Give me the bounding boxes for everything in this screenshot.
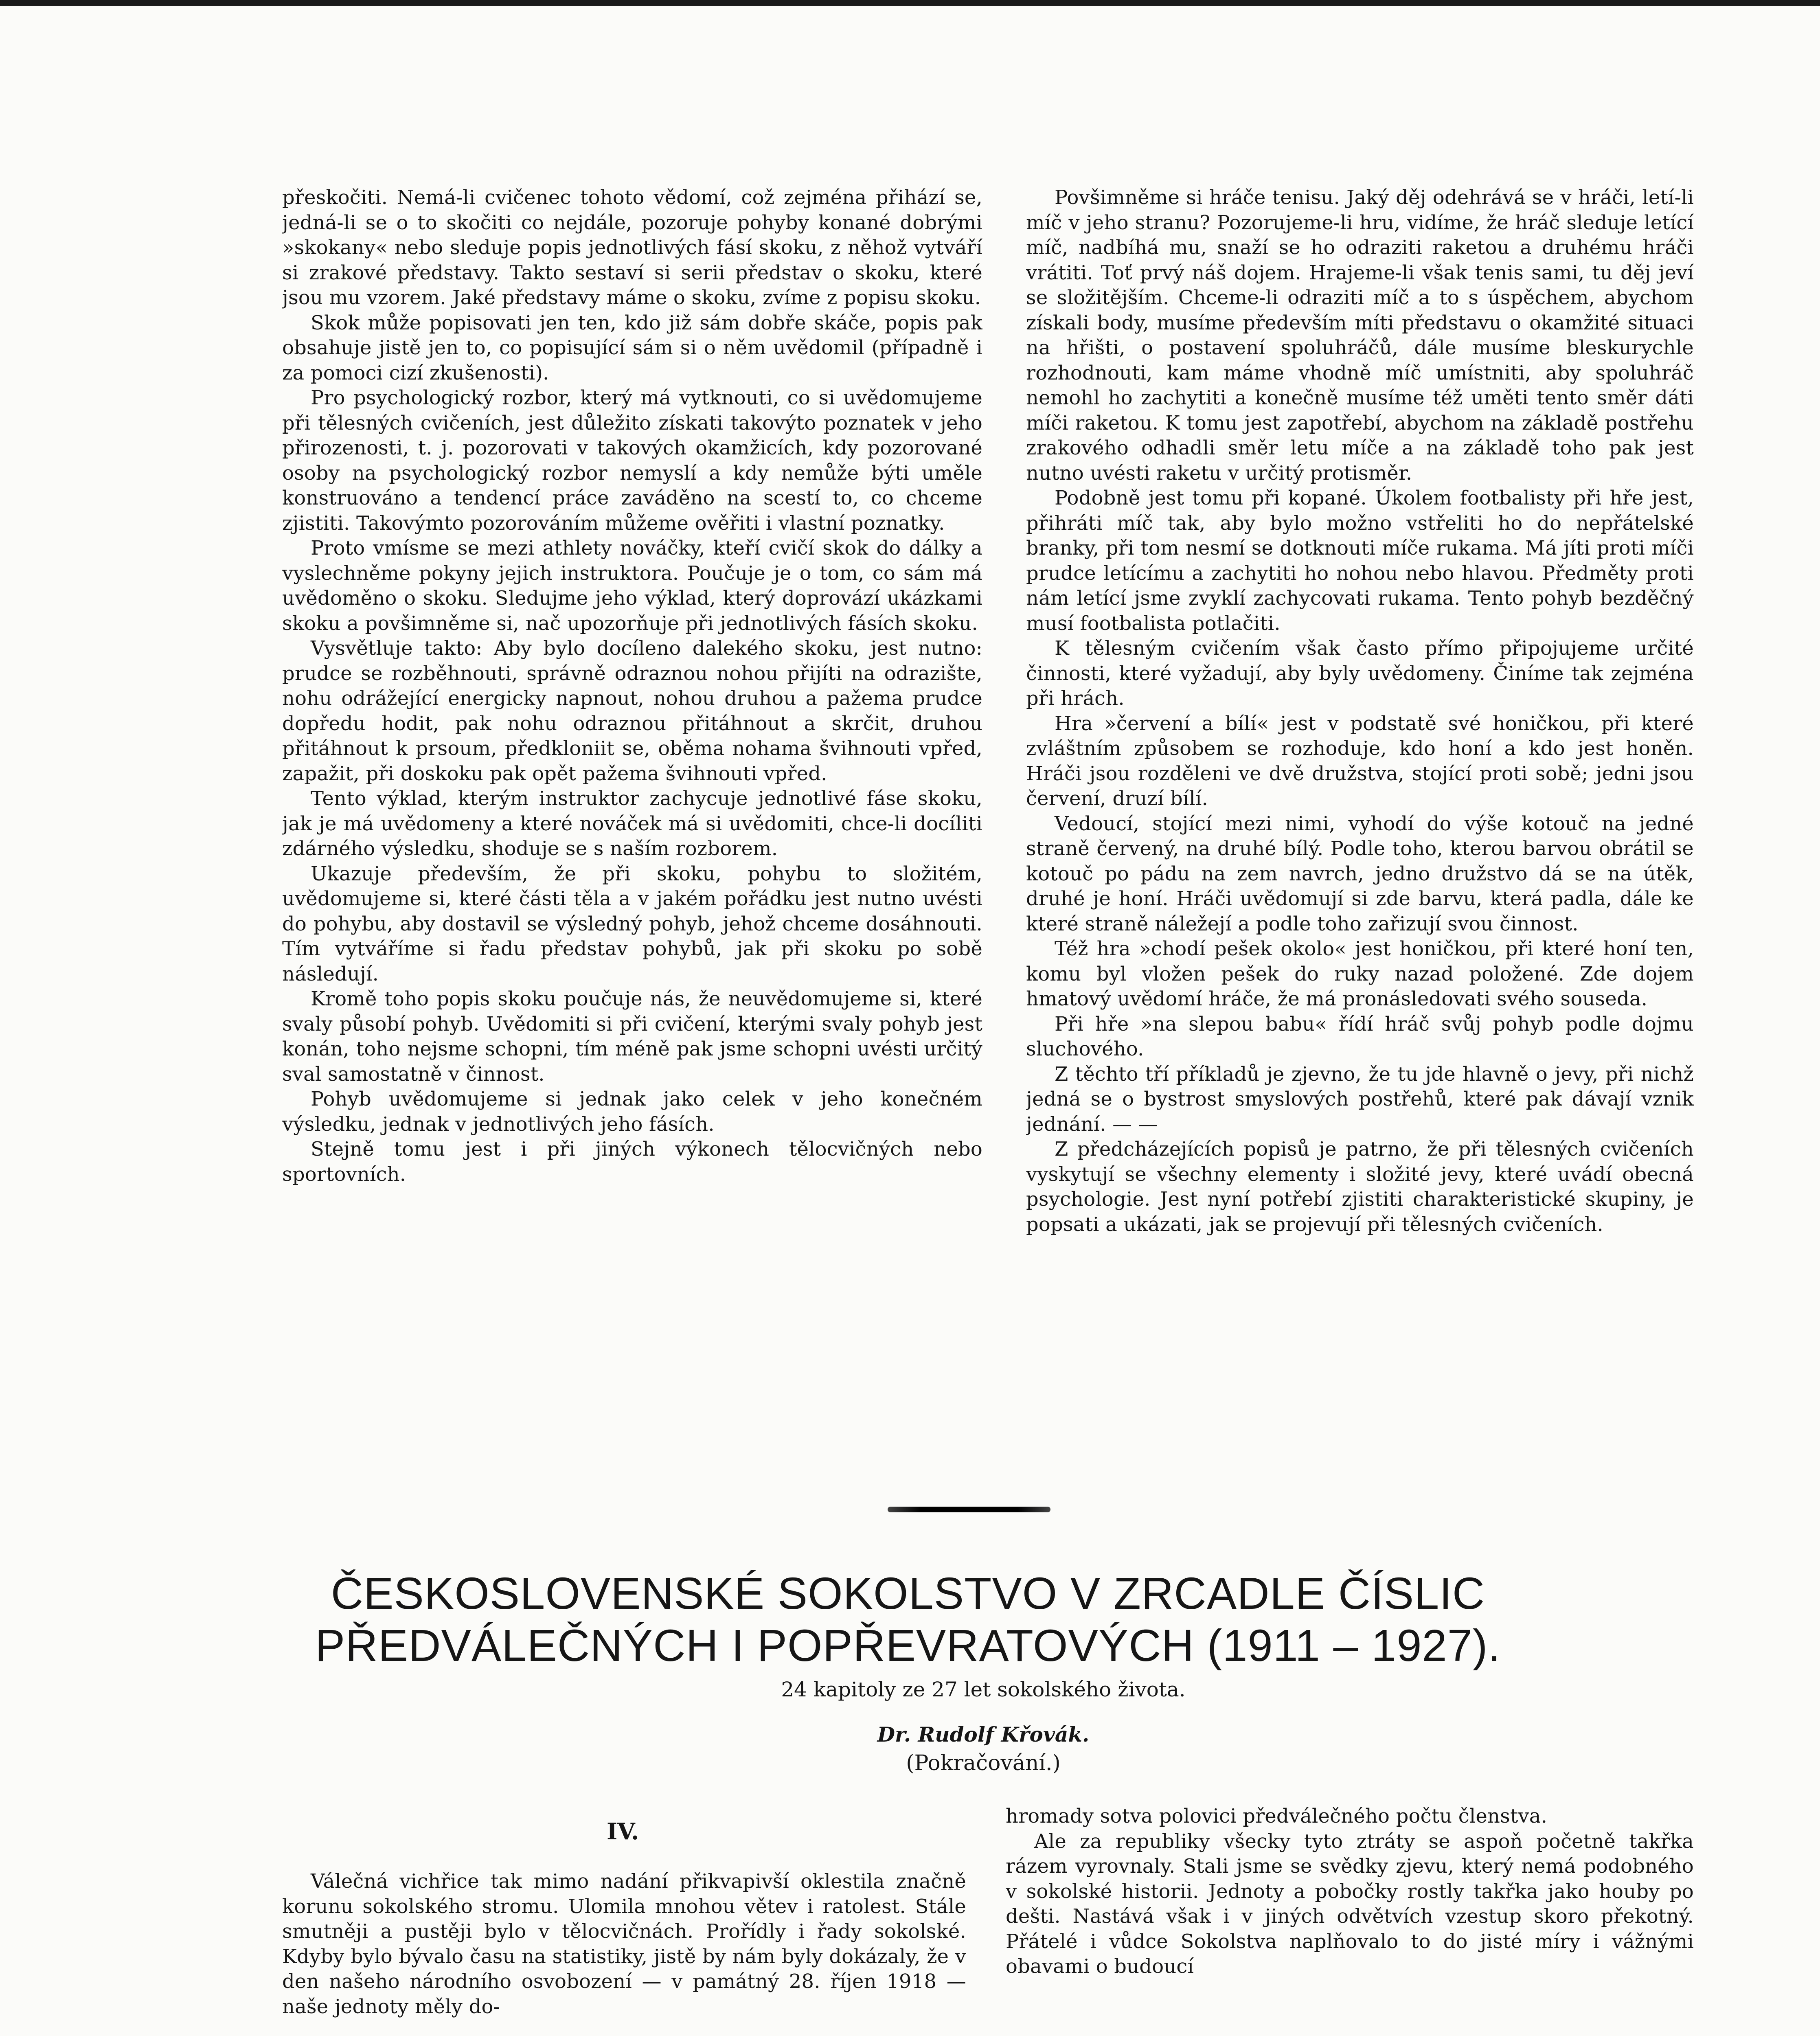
continuation-note: (Pokračování.) [906, 1751, 1061, 1775]
paragraph: Vysvětluje takto: Aby bylo docíleno dalekého skoku, jest nutno: prudce se rozběhnouti, správně odraznou nohou přijíti na odrazište, nohu odrážející energicky napnout, nohou druhou a pažema prudce dopředu hodit, pak nohu odraznou přitáhnout a skrčit, druhou přitáhnout k prsoum, předkloniit se, oběma nohama švihnouti vpřed, zapažit, při doskoku pak opět pažema švihnouti vpřed. [282, 637, 982, 785]
paragraph: přeskočiti. Nemá-li cvičenec tohoto vědomí, což zejména přihází se, jedná-li se o to skočiti co nejdále, pozoruje pohyby konané dobrými »skokany« nebo sleduje popis jednotlivých fásí skoku, z něhož vytváří si zrakové představy. Takto sestaví si serii představ o skoku, které jsou mu vzorem. Jaké představy máme o skoku, zvíme z popisu skoku. [282, 186, 982, 309]
paragraph: Pohyb uvědomujeme si jednak jako celek v jeho konečném výsledku, jednak v jednotlivých jeho fásích. [282, 1088, 982, 1136]
paragraph: Při hře »na slepou babu« řídí hráč svůj pohyb podle dojmu sluchového. [1026, 1012, 1694, 1060]
paragraph: Kromě toho popis skoku poučuje nás, že neuvědomujeme si, které svaly působí pohyb. Uvědomiti si při cvičení, kterými svaly pohyb jest konán, toho nejsme schopni, tím méně pak jsme schopni uvésti určitý sval samostatně v činnost. [282, 987, 982, 1086]
article-title: ČESKOSLOVENSKÉ SOKOLSTVO V ZRCADLE ČÍSLIC PŘEDVÁLEČNÝCH I POPŘEVRATOVÝCH (1911 – 1927). [315, 1569, 1501, 1671]
paragraph: Skok může popisovati jen ten, kdo již sám dobře skáče, popis pak obsahuje jistě jen to, co popisující sám si o něm uvědomil (případně i za pomoci cizí zkušenosti). [282, 311, 982, 384]
article-column-right [1006, 1804, 1694, 2036]
paragraph: Též hra »chodí pešek okolo« jest honičkou, při které honí ten, komu byl vložen pešek do ruky nazad položené. Zde dojem hmatový uvědomí hráče, že má pronásledovati svého souseda. [1026, 937, 1694, 1010]
paragraph: Z předcházejících popisů je patrno, že při tělesných cvičeních vyskytují se všechny elementy i složité jevy, které uvádí obecná psychologie. Jest nyní potřebí zjistiti charakteristické skupiny, je popsati a ukázati, jak se projevují při tělesných cvičeních. [1026, 1138, 1694, 1236]
section-divider [888, 1507, 1050, 1512]
paragraph: Tento výklad, kterým instruktor zachycuje jednotlivé fáse skoku, jak je má uvědomeny a které nováček má si uvědomiti, chce-li docíliti zdárného výsledku, shoduje se s naším rozborem. [282, 787, 982, 860]
paragraph: Ale za republiky všecky tyto ztráty se aspoň početně takřka rázem vyrovnaly. Stali jsme se svědky zjevu, který nemá podobného v sokolské historii. Jednoty a pobočky rostly takřka jako houby po dešti. Nastává však i v jiných odvětvích vzestup skoro překotný. Přátelé i vůdce Sokolstva naplňovalo to do jisté míry i vážnými obavami o budoucí [1006, 1830, 1694, 1978]
article-subtitle: 24 kapitoly ze 27 let sokolského života. [781, 1678, 1186, 1701]
article-column-left [282, 1869, 966, 2036]
paragraph: K tělesným cvičením však často přímo připojujeme určité činnosti, které vyžadují, aby byly uvědomeny. Činíme tak zejména při hrách. [1026, 637, 1694, 710]
paragraph: Z těchto tří příkladů je zjevno, že tu jde hlavně o jevy, při nichž jedná se o bystrost smyslových postřehů, které pak dávají vznik jednání. — — [1026, 1062, 1694, 1136]
paragraph: Stejně tomu jest i při jiných výkonech tělocvičných nebo sportovních. [282, 1138, 982, 1186]
paragraph: Hra »červení a bílí« jest v podstatě své honičkou, při které zvláštním způsobem se rozhoduje, kdo honí a kdo jest honěn. Hráči jsou rozděleni ve dvě družstva, stojící proti sobě; jedni jsou červení, druzí bílí. [1026, 712, 1694, 810]
paragraph: Pro psychologický rozbor, který má vytknouti, co si uvědomujeme při tělesných cvičeních, jest důležito získati takovýto poznatek v jeho přirozenosti, t. j. pozorovati v takových okamžicích, kdy pozorované osoby na psychologický rozbor nemyslí a kdy nemůže býti uměle konstruováno a tendencí práce zaváděno na scestí to, co chceme zjistiti. Takovýmto pozorováním můžeme ověřiti i vlastní poznatky. [282, 386, 982, 535]
article-author: Dr. Rudolf Křovák. [877, 1722, 1090, 1746]
paragraph: Povšimněme si hráče tenisu. Jaký děj odehrává se v hráči, letí-li míč v jeho stranu? Pozorujeme-li hru, vidíme, že hráč sleduje letící míč, nadbíhá mu, snaží se ho odraziti raketou a druhému hráči vrátiti. Toť prvý náš dojem. Hrajeme-li však tenis sami, tu děj jeví se složitějším. Chceme-li odraziti míč a to s úspěchem, abychom získali body, musíme především míti představu o okamžité situaci na hřišti, o postavení spoluhráčů, dále musíme bleskurychle rozhodnouti, kam máme vhodně míč umístniti, aby spoluhráč nemohl ho zachytiti a konečně musíme též uměti tento směr dáti míči raketou. K tomu jest zapotřebí, abychom na základě postřehu zrakového odhadli směr letu míče a na základě toho pak jest nutno uvésti raketu v určitý protisměr. [1026, 186, 1694, 485]
scan-edge [0, 0, 1820, 6]
paragraph: Podobně jest tomu při kopané. Úkolem footbalisty při hře jest, přihráti míč tak, aby bylo možno vstřeliti ho do nepřátelské branky, při tom nesmí se dotknouti míče rukama. Má jíti proti míči prudce letícímu a zachytiti ho nohou nebo hlavou. Předměty proti nám letící jsme zvyklí zachycovati rukama. Tento pohyb bezděčný musí footbalista potlačiti. [1026, 487, 1694, 635]
paragraph: Válečná vichřice tak mimo nadání přikvapivší oklestila značně korunu sokolského stromu. Ulomila mnohou větev i ratolest. Stále smutněji a pustěji bylo v tělocvičnách. Prořídly i řady sokolské. Kdyby bylo bývalo času na statistiky, jistě by nám byly dokázaly, že v den našeho národního osvobození — v památný 28. říjen 1918 — naše jednoty měly do- [282, 1870, 966, 2018]
paragraph: hromady sotva polovici předválečného počtu členstva. [1006, 1805, 1548, 1828]
paragraph: Proto vmísme se mezi athlety nováčky, kteří cvičí skok do dálky a vyslechněme pokyny jejich instruktora. Poučuje je o tom, co sám má uvědoměno o skoku. Sledujme jeho výklad, který doprovází ukázkami skoku a povšimněme si, nač upozorňuje při jednotlivých fásích skoku. [282, 537, 982, 635]
paragraph: Vedoucí, stojící mezi nimi, vyhodí do výše kotouč na jedné straně červený, na druhé bílý. Podle toho, kterou barvou obrátil se kotouč po pádu na zem navrch, jedno družstvo dá se na útěk, druhé je honí. Hráči uvědomují si zde barvu, která padla, dále ke které straně náležejí a podle toho zařizují svou činnost. [1026, 812, 1694, 935]
paragraph: Ukazuje především, že při skoku, pohybu to složitém, uvědomujeme si, které části těla a v jakém pořádku jest nutno uvésti do pohybu, aby dostavil se výsledný pohyb, jehož chceme dosáhnouti. Tím vytváříme si řadu představ pohybů, jak při skoku po sobě následují. [282, 862, 982, 985]
text-column-left [282, 185, 982, 1484]
text-column-right [1026, 185, 1694, 1484]
journal-page: přeskočiti. Nemá-li cvičenec tohoto vědomí, což zejména přihází se, jedná-li se o to skočiti co nejdále, pozoruje pohyby konané dobrými »skokany« nebo sleduje popis jednotlivých fásí skoku, z něhož vytváří si zrakové představy. Takto sestaví si serii představ o skoku, které jsou mu vzorem. Jaké představy máme o skoku, zvíme z popisu skoku. Skok může popisovati jen ten, kdo již sám dobře skáče, popis pak obsahuje jistě jen to, co popisující sám si o něm uvědomil (případně i za pomoci cizí zkušenosti). Pro psychologický rozbor, který má vytknouti, co si uvědomujeme při tělesných cvičeních, jest důležito získati takovýto poznatek v jeho přirozenosti, t. j. pozorovati v takových okamžicích, kdy pozorované osoby na psychologický rozbor nemyslí a kdy nemůže býti uměle konstruováno a tendencí práce zaváděno na scestí to, co chceme zjistiti. Takovýmto pozorováním můžeme ověřiti i vlastní poznatky. Proto vmísme se mezi athlety nováčky, kteří cvičí skok do dálky a vyslechněme pokyny jejich instruktora. Poučuje je o tom, co sám má uvědoměno o skoku. Sledujme jeho výklad, který doprovází ukázkami skoku a povšimněme si, nač upozorňuje při jednotlivých fásích skoku. Vysvětluje takto: Aby bylo docíleno dalekého skoku, jest nutno: prudce se rozběhnouti, správně odraznou nohou přijíti na odrazište, nohu odrážející energicky napnout, nohou druhou a pažema prudce dopředu hodit, pak nohu odraznou přitáhnout a skrčit, druhou přitáhnout k prsoum, předkloniit se, oběma nohama švihnouti vpřed, zapažit, při doskoku pak opět pažema švihnouti vpřed. Tento výklad, kterým instruktor zachycuje jednotlivé fáse skoku, jak je má uvědomeny a které nováček má si uvědomiti, chce-li docíliti zdárného výsledku, shoduje se s naším rozborem. Ukazuje především, že při skoku, pohybu to složitém, uvědomujeme si, které části těla a v jakém pořádku jest nutno uvésti do pohybu, aby dostavil se výsledný pohyb, jehož chceme dosáhnouti. Tím vytváříme si řadu představ pohybů, jak při skoku po sobě následují. Kromě toho popis skoku poučuje nás, že neuvědomujeme si, které svaly působí pohyb. Uvědomiti si při cvičení, kterými svaly pohyb jest konán, toho nejsme schopni, tím méně pak jsme schopni uvésti určitý sval samostatně v činnost. Pohyb uvědomujeme si jednak jako celek v jeho konečném výsledku, jednak v jednotlivých jeho fásích. Stejně tomu jest i při jiných výkonech tělocvičných nebo sportovních. Povšimněme si hráče tenisu. Jaký děj odehrává se v hráči, letí-li míč v jeho stranu? Pozorujeme-li hru, vidíme, že hráč sleduje letící míč, nadbíhá mu, snaží se ho odraziti raketou a druhému hráči vrátiti. Toť prvý náš dojem. Hrajeme-li však tenis sami, tu děj jeví se složitějším. Chceme-li odraziti míč a to s úspěchem, abychom získali body, musíme především míti představu o okamžité situaci na hřišti, o postavení spoluhráčů, dále musíme bleskurychle rozhodnouti, kam máme vhodně míč umístniti, aby spoluhráč nemohl ho zachytiti a konečně musíme též uměti tento směr dáti míči raketou. K tomu jest zapotřebí, abychom na základě postřehu zrakového odhadli směr letu míče a na základě toho pak jest nutno uvésti raketu v určitý protisměr. Podobně jest tomu při kopané. Úkolem footbalisty při hře jest, přihráti míč tak, aby bylo možno vstřeliti ho do nepřátelské branky, při tom nesmí se dotknouti míče rukama. Má jíti proti míči prudce letícímu a zachytiti ho nohou nebo hlavou. Předměty proti nám letící jsme zvyklí zachycovati rukama. Tento pohyb bezděčný musí footbalista potlačiti. K tělesným cvičením však často přímo připojujeme určité činnosti, které vyžadují, aby byly uvědomeny. Činíme tak zejména při hrách. Hra »červení a bílí« jest v podstatě své honičkou, při které zvláštním způsobem se rozhoduje, kdo honí a kdo jest honěn. Hráči jsou rozděleni ve dvě družstva, stojící proti sobě; jedni jsou červení, druzí bílí. Vedoucí, stojící mezi nimi, vyhodí do výše kotouč na jedné straně červený, na druhé bílý. Podle toho, kterou barvou obrátil se kotouč po pádu na zem navrch, jedno družstvo dá se na útěk, druhé je honí. Hráči uvědomují si zde barvu, která padla, dále ke které straně náležejí a podle toho zařizují svou činnost. Též hra »chodí pešek okolo« jest honičkou, při které honí ten, komu byl vložen pešek do ruky nazad položené. Zde dojem hmatový uvědomí hráče, že má pronásledovati svého souseda. Při hře »na slepou babu« řídí hráč svůj pohyb podle dojmu sluchového. Z těchto tří příkladů je zjevno, že tu jde hlavně o jevy, při nichž jedná se o bystrost smyslových postřehů, které pak dávají vznik jednání. — — Z předcházejících popisů je patrno, že při tělesných cvičeních vyskytují se všechny elementy i složité jevy, které uvádí obecná psychologie. Jest nyní potřebí zjistiti charakteristické skupiny, je popsati a ukázati, jak se projevují při tělesných cvičeních. ČESKOSLOVENSKÉ SOKOLSTVO V ZRCADLE ČÍSLIC PŘEDVÁLEČNÝCH I POPŘEVRATOVÝCH (1911 – 1927). 24 kapitoly ze 27 let sokolského života. Dr. Rudolf Křovák. (Pokračování.) IV. Válečná vichřice tak mimo nadání přikvapivší oklestila značně korunu sokolského stromu. Ulomila mnohou větev i ratolest. Stále smutněji a pustěji bylo v tělocvičnách. Prořídly i řady sokolské. Kdyby bylo bývalo času na statistiky, jistě by nám byly dokázaly, že v den našeho národního osvobození — v památný 28. říjen 1918 — naše jednoty měly do- hromady sotva polovici předválečného počtu členstva. Ale za republiky všecky tyto ztráty se aspoň početně takřka rázem vyrovnaly. Stali jsme se svědky zjevu, který nemá podobného v sokolské historii. Jednoty a pobočky rostly takřka jako houby po dešti. Nastává však i v jiných odvětvích vzestup skoro překotný. Přátelé i vůdce Sokolstva naplňovalo to do jisté míry i vážnými obavami o budoucí [0, 0, 1820, 2036]
